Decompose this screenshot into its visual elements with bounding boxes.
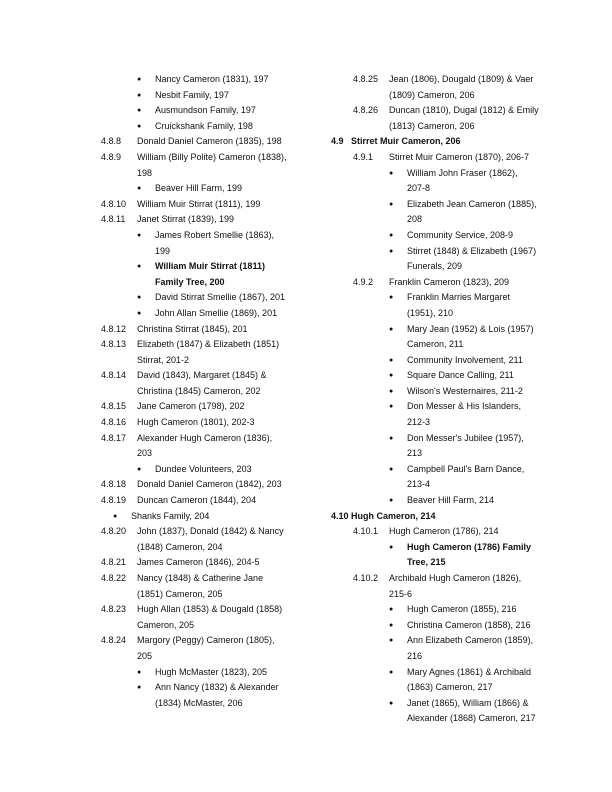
bullet-icon: ● (389, 387, 394, 395)
section-number (101, 166, 137, 182)
section-number (331, 119, 389, 135)
index-entry (331, 275, 546, 291)
index-entry (101, 197, 301, 213)
entry-text: 205 (137, 650, 153, 661)
bullet-text: Christina Cameron (1858), 216 (407, 619, 531, 630)
bullet-item (331, 711, 546, 727)
entry-text: Duncan (1810), Dugal (1812) & Emily (389, 105, 539, 116)
bullet-item (331, 399, 546, 415)
index-entry (101, 602, 301, 618)
bullet-text: Campbell Paul's Barn Dance, (407, 463, 525, 474)
bullet-icon: ● (137, 309, 142, 317)
bullet-item (101, 680, 301, 696)
bullet-text: (1951), 210 (407, 307, 454, 318)
bullet-item (331, 696, 546, 712)
entry-text: Janet Stirrat (1839), 199 (137, 214, 235, 225)
bullet-item (331, 618, 546, 634)
bullet-icon: ● (389, 200, 394, 208)
index-entry (101, 415, 301, 431)
index-entry (101, 399, 301, 415)
bullet-text: Hugh Cameron (1855), 216 (407, 604, 517, 615)
index-entry (331, 103, 546, 119)
bullet-icon (389, 212, 407, 228)
entry-text: Hugh Allan (1853) & Dougald (1858) (137, 604, 283, 615)
bullet-item (331, 555, 546, 571)
bullet-text: Nancy Cameron (1831), 197 (155, 74, 269, 84)
section-number (101, 353, 137, 369)
section-number: 4.8.24 (101, 635, 127, 646)
bullet-item (101, 88, 301, 104)
entry-text: (1809) Cameron, 206 (389, 89, 475, 100)
index-entry (101, 384, 301, 400)
bullet-item (331, 540, 546, 556)
bullet-item (331, 228, 546, 244)
bullet-text: Tree, 215 (407, 557, 446, 568)
section-number: 4.8.9 (101, 151, 122, 162)
bullet-item (331, 337, 546, 353)
index-entry (101, 649, 301, 665)
bullet-icon: ● (137, 294, 142, 302)
bullet-item (331, 290, 546, 306)
bullet-icon: ● (137, 231, 142, 239)
section-number: 4.8.19 (101, 495, 127, 506)
bullet-text: Cruickshank Family, 198 (155, 120, 253, 131)
bullet-item (101, 72, 301, 88)
bullet-icon: ● (137, 91, 142, 99)
bullet-item (101, 509, 301, 525)
entry-text: David (1843), Margaret (1845) & (137, 370, 267, 381)
bullet-icon: ● (137, 684, 142, 692)
bullet-icon (389, 446, 407, 462)
bullet-item (331, 322, 546, 338)
bullet-icon (389, 306, 407, 322)
index-entry (101, 540, 301, 556)
bullet-item (331, 353, 546, 369)
index-column-right (331, 72, 546, 727)
bullet-item (101, 665, 301, 681)
index-entry (331, 571, 546, 587)
section-number: 4.8.25 (353, 74, 379, 84)
bullet-icon: ● (389, 231, 394, 239)
index-entry (331, 150, 546, 166)
bullet-text: David Stirrat Smellie (1867), 201 (155, 292, 286, 303)
heading-text: Hugh Cameron, 214 (351, 510, 436, 521)
bullet-item (331, 431, 546, 447)
bullet-item (331, 181, 546, 197)
bullet-text: Hugh Cameron (1786) Family (407, 541, 532, 552)
bullet-text: 207-8 (407, 183, 431, 194)
bullet-item (101, 275, 301, 291)
bullet-item (331, 462, 546, 478)
index-entry (331, 88, 546, 104)
index-entry (101, 431, 301, 447)
bullet-item (331, 665, 546, 681)
bullet-text: Ann Elizabeth Cameron (1859), (407, 635, 534, 646)
entry-text: Donald Daniel Cameron (1842), 203 (137, 479, 282, 490)
bullet-item (331, 649, 546, 665)
section-number: 4.8.10 (101, 198, 127, 209)
bullet-item (331, 633, 546, 649)
bullet-text: Stirret (1848) & Elizabeth (1967) (407, 245, 537, 256)
bullet-text: Ausmundson Family, 197 (155, 105, 256, 116)
bullet-icon: ● (389, 668, 394, 676)
entry-text: Jane Cameron (1798), 202 (137, 401, 245, 412)
entry-text: (1851) Cameron, 205 (137, 588, 223, 599)
entry-text: Elizabeth (1847) & Elizabeth (1851) (137, 339, 280, 350)
bullet-text: 212-3 (407, 417, 431, 428)
bullet-icon (389, 477, 407, 493)
entry-text: Hugh Cameron (1786), 214 (389, 526, 499, 537)
bullet-icon (389, 680, 407, 696)
index-entry (331, 587, 546, 603)
bullet-text: Beaver Hill Farm, 199 (155, 183, 243, 194)
bullet-text: Cameron, 211 (407, 339, 464, 350)
bullet-icon: ● (137, 465, 142, 473)
bullet-icon: ● (389, 356, 394, 364)
entry-text: John (1837), Donald (1842) & Nancy (137, 526, 284, 537)
bullet-text: Wilson's Westernaires, 211-2 (407, 385, 523, 396)
section-number: 4.10 (331, 510, 349, 521)
index-entry (331, 72, 546, 88)
bullet-icon: ● (137, 122, 142, 130)
bullet-icon: ● (389, 637, 394, 645)
bullet-text: 213 (407, 448, 423, 459)
bullet-icon (389, 415, 407, 431)
bullet-icon: ● (389, 497, 394, 505)
bullet-text: Franklin Marries Margaret (407, 292, 511, 303)
bullet-text: 208 (407, 214, 423, 225)
bullet-item (331, 259, 546, 275)
bullet-icon (137, 244, 155, 260)
bullet-text: Mary Agnes (1861) & Archibald (407, 666, 532, 677)
section-number: 4.8.23 (101, 604, 127, 615)
bullet-item (101, 181, 301, 197)
bullet-text: Nesbit Family, 197 (155, 89, 229, 100)
bullet-text: Beaver Hill Farm, 214 (407, 495, 495, 506)
bullet-text: 213-4 (407, 479, 431, 490)
bullet-item (331, 368, 546, 384)
bullet-item (331, 197, 546, 213)
entry-text: Cameron, 205 (137, 619, 195, 630)
bullet-text: John Allan Smellie (1869), 201 (155, 307, 278, 318)
section-number (101, 649, 137, 665)
bullet-text: James Robert Smellie (1863), (155, 229, 275, 240)
index-entry (101, 353, 301, 369)
bullet-text: Dundee Volunteers, 203 (155, 463, 252, 474)
bullet-text: Janet (1865), William (1866) & (407, 697, 529, 708)
bullet-text: William John Fraser (1862), (407, 167, 518, 178)
bullet-item (331, 477, 546, 493)
bullet-icon (389, 649, 407, 665)
index-entry (101, 587, 301, 603)
section-number: 4.8.26 (353, 105, 379, 116)
bullet-text: 199 (155, 245, 171, 256)
section-number: 4.8.15 (101, 401, 127, 412)
section-number: 4.10.2 (353, 573, 379, 583)
bullet-text: Alexander (1868) Cameron, 217 (407, 713, 536, 724)
entry-text: Christina (1845) Cameron, 202 (137, 385, 261, 396)
bullet-text: Ann Nancy (1832) & Alexander (155, 682, 279, 693)
section-number: 4.8.17 (101, 432, 127, 443)
section-heading (331, 134, 546, 150)
entry-text: Hugh Cameron (1801), 202-3 (137, 417, 255, 428)
section-heading (331, 509, 546, 525)
bullet-icon (389, 259, 407, 275)
section-number (101, 587, 137, 603)
bullet-text: Shanks Family, 204 (131, 510, 210, 521)
index-entry (101, 322, 301, 338)
bullet-text: Don Messer's Jubilee (1957), (407, 432, 524, 443)
index-column-left (101, 72, 301, 711)
section-number (101, 618, 137, 634)
entry-text: James Cameron (1846), 204-5 (137, 557, 260, 568)
bullet-icon: ● (389, 465, 394, 473)
bullet-text: Elizabeth Jean Cameron (1885), (407, 198, 537, 209)
bullet-item (101, 228, 301, 244)
entry-text: Stirrat, 201-2 (137, 354, 190, 365)
section-number: 4.8.21 (101, 557, 127, 568)
bullet-item (331, 680, 546, 696)
bullet-icon (389, 555, 407, 571)
bullet-item (101, 306, 301, 322)
section-number: 4.10.1 (353, 526, 379, 537)
bullet-icon: ● (389, 403, 394, 411)
bullet-item (101, 696, 301, 712)
bullet-icon: ● (389, 325, 394, 333)
section-number: 4.9.2 (353, 276, 374, 287)
bullet-item (331, 212, 546, 228)
bullet-text: Hugh McMaster (1823), 205 (155, 666, 268, 677)
entry-text: Franklin Cameron (1823), 209 (389, 276, 510, 287)
bullet-icon (389, 711, 407, 727)
bullet-item (331, 384, 546, 400)
bullet-icon: ● (389, 543, 394, 551)
entry-text: Donald Daniel Cameron (1835), 198 (137, 136, 282, 147)
bullet-text: Community Involvement, 211 (407, 354, 523, 365)
bullet-icon (137, 696, 155, 712)
index-entry (101, 368, 301, 384)
bullet-item (101, 244, 301, 260)
index-entry (331, 119, 546, 135)
entry-text: 198 (137, 167, 153, 178)
bullet-item (101, 259, 301, 275)
bullet-item (101, 103, 301, 119)
bullet-item (101, 462, 301, 478)
index-entry (101, 633, 301, 649)
entry-text: Archibald Hugh Cameron (1826), (389, 573, 522, 583)
entry-text: Margory (Peggy) Cameron (1805), (137, 635, 275, 646)
entry-text: Stirret Muir Cameron (1870), 206-7 (389, 151, 530, 162)
bullet-text: Square Dance Calling, 211 (407, 370, 514, 381)
index-entry (101, 212, 301, 228)
index-entry (101, 493, 301, 509)
bullet-icon: ● (137, 76, 142, 83)
index-entry (331, 524, 546, 540)
bullet-item (331, 306, 546, 322)
section-number: 4.8.16 (101, 417, 127, 428)
index-entry (101, 134, 301, 150)
entry-text: Nancy (1848) & Catherine Jane (137, 573, 264, 583)
entry-text: 215-6 (389, 588, 413, 599)
heading-text: Stirret Muir Cameron, 206 (351, 136, 461, 147)
bullet-icon: ● (137, 263, 142, 271)
index-entry (101, 337, 301, 353)
index-entry (101, 555, 301, 571)
bullet-item (331, 244, 546, 260)
index-entry (101, 618, 301, 634)
bullet-icon: ● (389, 434, 394, 442)
section-number: 4.8.14 (101, 370, 127, 381)
section-number (331, 587, 389, 603)
bullet-item (101, 119, 301, 135)
entry-text: William (Billy Polite) Cameron (1838), (137, 151, 287, 162)
bullet-text: Funerals, 209 (407, 261, 463, 272)
entry-text: (1813) Cameron, 206 (389, 120, 475, 131)
bullet-icon: ● (389, 372, 394, 380)
bullet-icon (137, 275, 155, 291)
bullet-icon: ● (389, 699, 394, 707)
bullet-text: (1863) Cameron, 217 (407, 682, 493, 693)
entry-text: 203 (137, 448, 153, 459)
bullet-icon: ● (389, 247, 394, 255)
bullet-text: Mary Jean (1952) & Lois (1957) (407, 323, 534, 334)
bullet-text: 216 (407, 650, 423, 661)
bullet-icon (389, 181, 407, 197)
section-number (101, 540, 137, 556)
bullet-item (331, 166, 546, 182)
section-number: 4.8.22 (101, 573, 127, 583)
bullet-icon: ● (389, 169, 394, 177)
section-number: 4.9 (331, 136, 344, 147)
entry-text: Duncan Cameron (1844), 204 (137, 495, 257, 506)
entry-text: Christina Stirrat (1845), 201 (137, 323, 248, 334)
bullet-text: William Muir Stirrat (1811) (155, 261, 265, 272)
bullet-icon: ● (137, 185, 142, 193)
section-number (101, 384, 137, 400)
index-entry (101, 524, 301, 540)
bullet-text: Family Tree, 200 (155, 276, 225, 287)
index-entry (101, 446, 301, 462)
section-number: 4.8.8 (101, 136, 122, 147)
bullet-text: (1834) McMaster, 206 (155, 697, 243, 708)
bullet-item (331, 415, 546, 431)
index-entry (101, 477, 301, 493)
section-number: 4.8.12 (101, 323, 127, 334)
entry-text: (1848) Cameron, 204 (137, 541, 223, 552)
bullet-text: Don Messer & His Islanders, (407, 401, 522, 412)
section-number (101, 446, 137, 462)
section-number: 4.8.13 (101, 339, 127, 350)
entry-text: Jean (1806), Dougald (1809) & Vaer (389, 74, 534, 84)
bullet-text: Community Service, 208-9 (407, 229, 514, 240)
index-entry (101, 150, 301, 166)
index-entry (101, 571, 301, 587)
bullet-icon: ● (389, 621, 394, 629)
section-number: 4.8.11 (101, 214, 126, 225)
entry-text: William Muir Stirrat (1811), 199 (137, 198, 261, 209)
bullet-item (331, 602, 546, 618)
bullet-item (101, 290, 301, 306)
section-number: 4.8.18 (101, 479, 127, 490)
bullet-icon: ● (137, 107, 142, 115)
bullet-item (331, 446, 546, 462)
bullet-icon: ● (137, 668, 142, 676)
section-number (331, 88, 389, 104)
bullet-item (331, 493, 546, 509)
bullet-icon: ● (389, 294, 394, 302)
bullet-icon: ● (113, 512, 118, 520)
entry-text: Alexander Hugh Cameron (1836), (137, 432, 273, 443)
bullet-icon: ● (389, 606, 394, 614)
section-number: 4.8.20 (101, 526, 127, 537)
section-number: 4.9.1 (353, 151, 374, 162)
bullet-icon (389, 337, 407, 353)
index-entry (101, 166, 301, 182)
